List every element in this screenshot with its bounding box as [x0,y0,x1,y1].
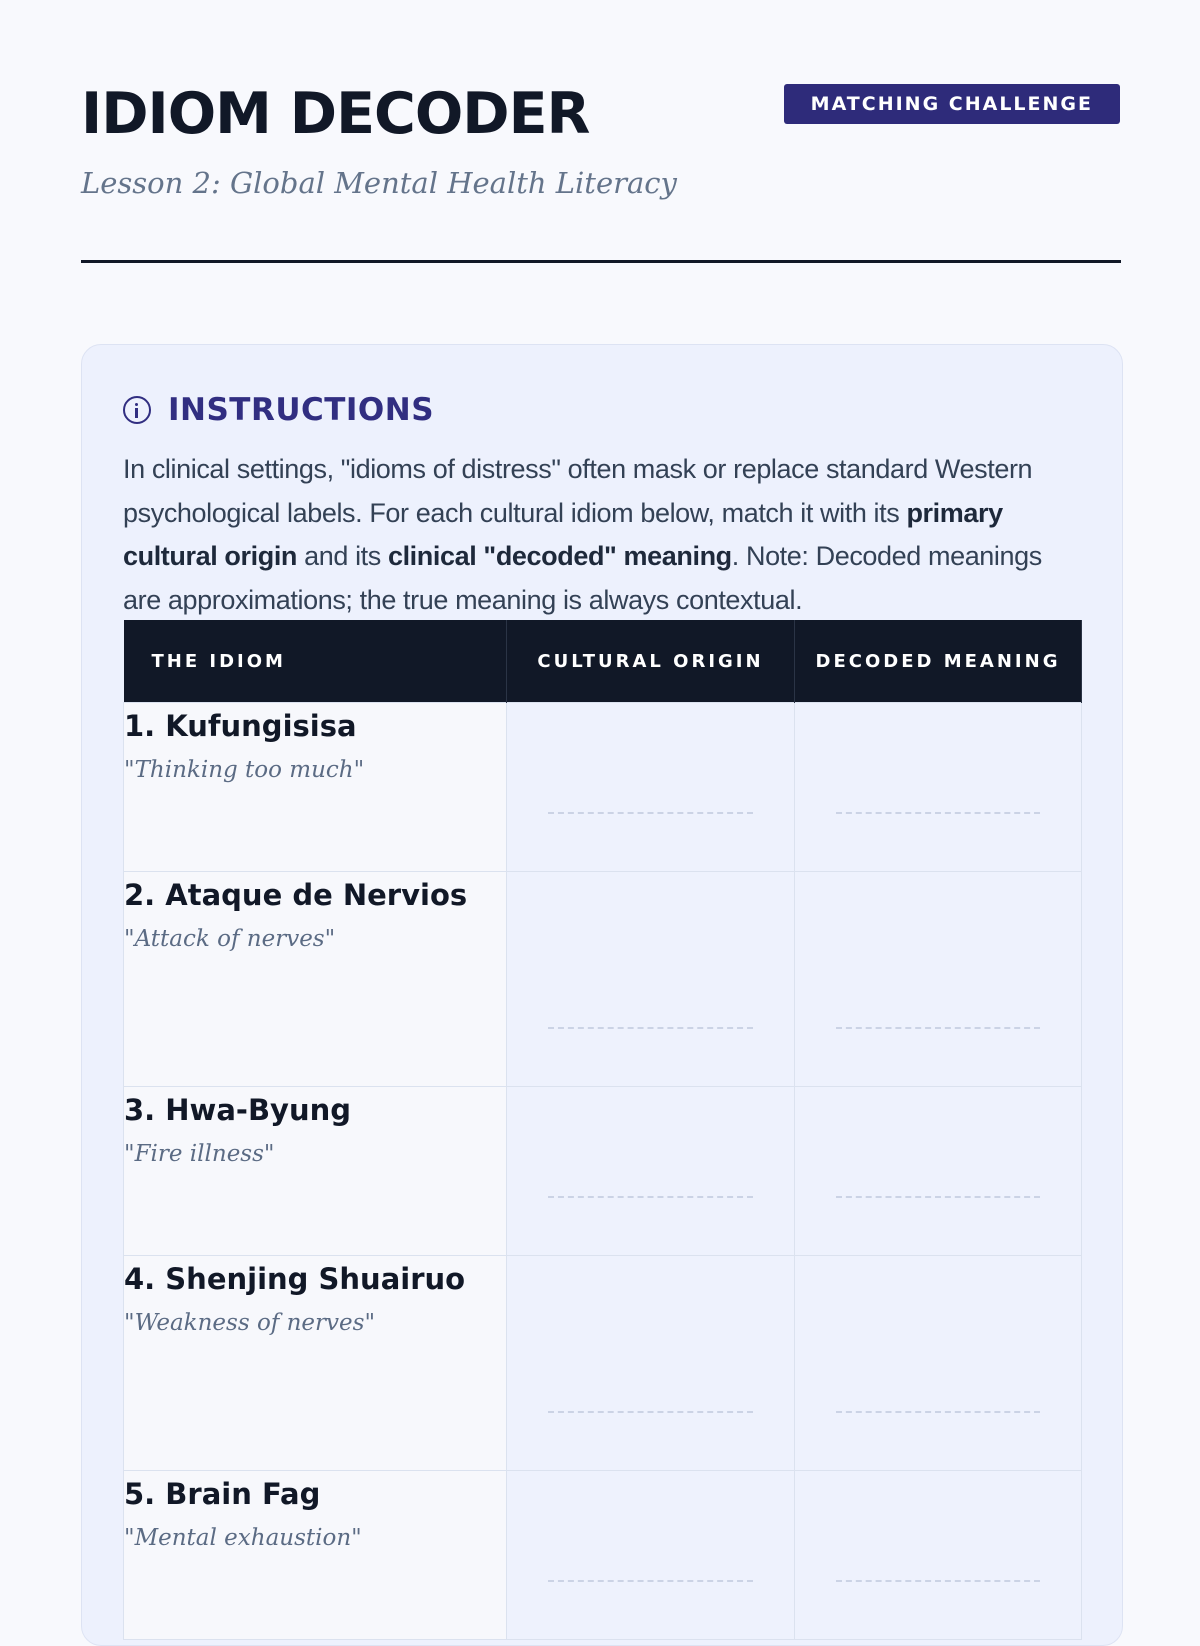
instructions-text-part: . Note: Decoded meanings are approximations; the true meaning is always contextual. [123,541,1042,615]
answer-line [836,1411,1040,1413]
idiom-cell [124,1471,507,1640]
answer-line [548,812,753,814]
origin-answer-cell[interactable] [507,872,795,1087]
table-header-row [124,620,1082,703]
meaning-answer-cell[interactable] [795,1256,1082,1471]
challenge-badge: MATCHING CHALLENGE [784,84,1120,124]
lesson-subtitle: Lesson 2: Global Mental Health Literacy [81,166,677,200]
column-header-origin: CULTURAL ORIGIN [507,620,795,703]
idiom-cell [124,872,507,1087]
table-row [124,1087,1082,1256]
idiom-name: 1. Kufungisisa [124,709,357,743]
page-title: IDIOM DECODER [81,81,590,147]
answer-line [836,1027,1040,1029]
idiom-translation: "Mental exhaustion" [124,1525,362,1551]
idiom-translation: "Fire illness" [124,1141,275,1167]
idiom-cell [124,703,507,872]
meaning-answer-cell[interactable] [795,703,1082,872]
answer-line [836,812,1040,814]
instructions-panel [81,344,1123,1646]
instructions-title: INSTRUCTIONS [168,392,435,428]
answer-line [836,1196,1040,1198]
idiom-name: 2. Ataque de Nervios [124,878,468,912]
idiom-name: 4. Shenjing Shuairuo [124,1262,466,1296]
origin-answer-cell[interactable] [507,703,795,872]
answer-line [548,1580,753,1582]
instructions-text-part: and its [297,541,388,571]
answer-line [548,1196,753,1198]
idiom-name: 5. Brain Fag [124,1477,321,1511]
answer-line [548,1411,753,1413]
idiom-translation: "Weakness of nerves" [124,1310,376,1336]
meaning-answer-cell[interactable] [795,872,1082,1087]
table-row [124,1471,1082,1640]
table-row [124,703,1082,872]
table-row [124,872,1082,1087]
table-row [124,1256,1082,1471]
idiom-cell [124,1087,507,1256]
instructions-heading [123,392,434,428]
answer-line [836,1580,1040,1582]
origin-answer-cell[interactable] [507,1256,795,1471]
header-divider [81,260,1121,263]
idiom-cell [124,1256,507,1471]
idiom-translation: "Attack of nerves" [124,926,336,952]
idiom-translation: "Thinking too much" [124,757,365,783]
answer-line [548,1027,753,1029]
instructions-text-part: In clinical settings, "idioms of distress" often mask or replace standard Western psychological labels. For each cultural idiom below, match it with its [123,454,1033,528]
emphasis-origin: primary cultural origin [123,497,1003,571]
matching-table [123,620,1082,1640]
origin-answer-cell[interactable] [507,1087,795,1256]
origin-answer-cell[interactable] [507,1471,795,1640]
idiom-name: 3. Hwa-Byung [124,1093,352,1127]
info-icon [123,396,151,424]
emphasis-meaning: clinical "decoded" meaning [387,541,732,571]
column-header-idiom: THE IDIOM [124,620,507,703]
column-header-meaning: DECODED MEANING [795,620,1082,703]
meaning-answer-cell[interactable] [795,1471,1082,1640]
instructions-text [123,448,1081,622]
meaning-answer-cell[interactable] [795,1087,1082,1256]
